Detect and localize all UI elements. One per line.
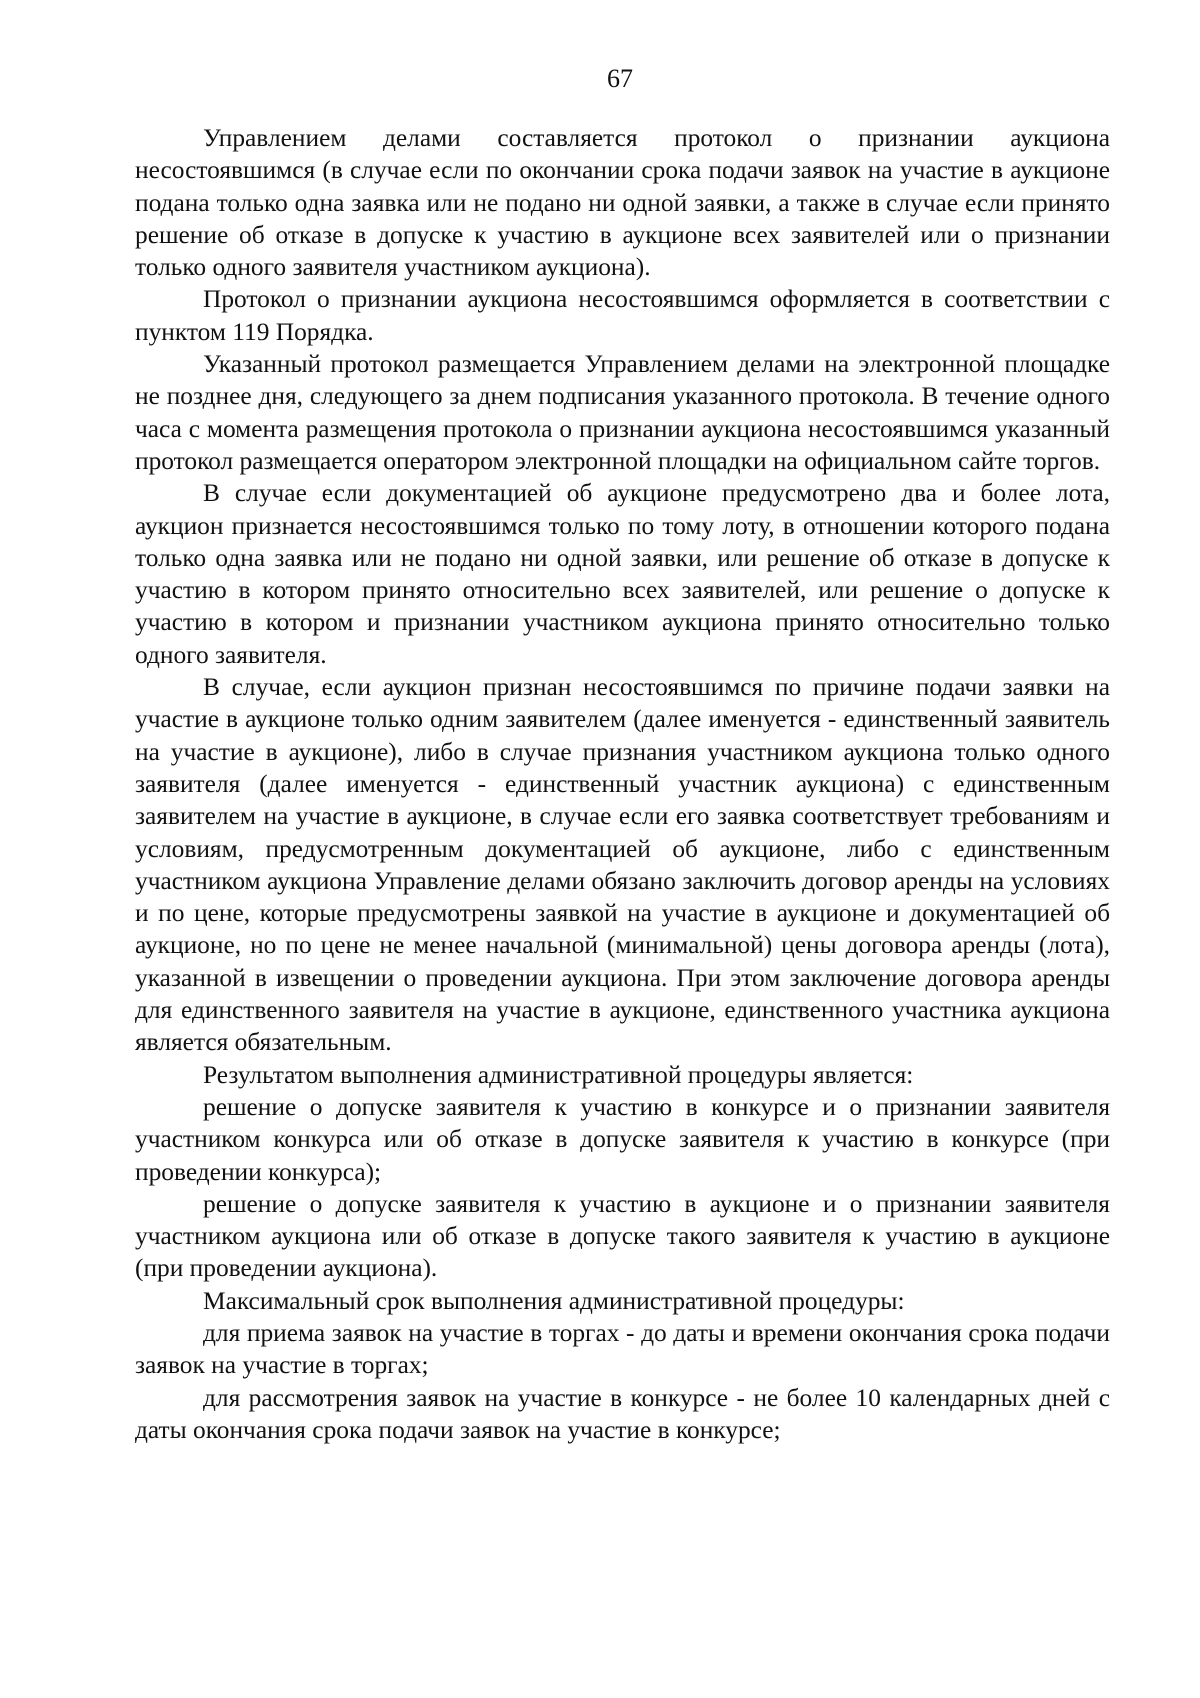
paragraph-multiple-lots: В случае если документацией об аукционе предусмотрено два и более лота, аукцион признается несостоявшимся только по тому лоту, в отношении которого подана только одна заявка или не подано ни одной заявки, или решение об отказе в допуске к участию в котором принято относительно всех заявителей, или решение о допуске к участию в котором и признании участником аукциона принято относительно только одного заявителя. <box>135 479 1110 669</box>
paragraph-procedure-result: Результатом выполнения административной процедуры является: <box>203 1060 914 1089</box>
paragraph-max-term: Максимальный срок выполнения административной процедуры: <box>203 1286 905 1315</box>
paragraph-protocol-publication: Указанный протокол размещается Управлением делами на электронной площадке не позднее дня, следующего за днем подписания указанного протокола. В течение одного часа с момента размещения протокола о признании аукциона несостоявшимся указанный протокол размещается оператором электронной площадки на официальном сайте торгов. <box>135 350 1110 475</box>
paragraph-result-contest: решение о допуске заявителя к участию в конкурсе и о признании заявителя участником конкурса или об отказе в допуске заявителя к участию в конкурсе (при проведении конкурса); <box>135 1092 1110 1186</box>
document-body <box>135 122 1110 1446</box>
paragraph-protocol-failed-auction: Управлением делами составляется протокол о признании аукциона несостоявшимся (в случае если по окончании срока подачи заявок на участие в аукционе подана только одна заявка или не подано ни одной заявки, а также в случае если принято решение об отказе в допуске к участию в аукционе всех заявителей или о признании только одного заявителя участником аукциона). <box>135 124 1110 282</box>
paragraph-protocol-format: Протокол о признании аукциона несостоявшимся оформляется в соответствии с пунктом 119 Порядка. <box>135 285 1110 346</box>
paragraph-term-review: для рассмотрения заявок на участие в конкурсе - не более 10 календарных дней с даты окончания срока подачи заявок на участие в конкурсе; <box>135 1383 1110 1444</box>
paragraph-single-participant: В случае, если аукцион признан несостоявшимся по причине подачи заявки на участие в аукционе только одним заявителем (далее именуется - единственный заявитель на участие в аукционе), либо в случае признания участником аукциона только одного заявителя (далее именуется - единственный участник аукциона) с единственным заявителем на участие в аукционе, в случае если его заявка соответствует требованиям и условиям, предусмотренным документацией об аукционе, либо с единственным участником аукциона Управление делами обязано заключить договор аренды на условиях и по цене, которые предусмотрены заявкой на участие в аукционе и документацией об аукционе, но по цене не менее начальной (минимальной) цены договора аренды (лота), указанной в извещении о проведении аукциона. При этом заключение договора аренды для единственного заявителя на участие в аукционе, единственного участника аукциона является обязательным. <box>135 673 1110 1057</box>
page-number: 67 <box>607 64 633 93</box>
paragraph-term-applications: для приема заявок на участие в торгах - до даты и времени окончания срока подачи заявок на участие в торгах; <box>135 1318 1110 1380</box>
paragraph-result-auction: решение о допуске заявителя к участию в аукционе и о признании заявителя участником аукциона или об отказе в допуске такого заявителя к участию в аукционе (при проведении аукциона). <box>135 1189 1110 1283</box>
